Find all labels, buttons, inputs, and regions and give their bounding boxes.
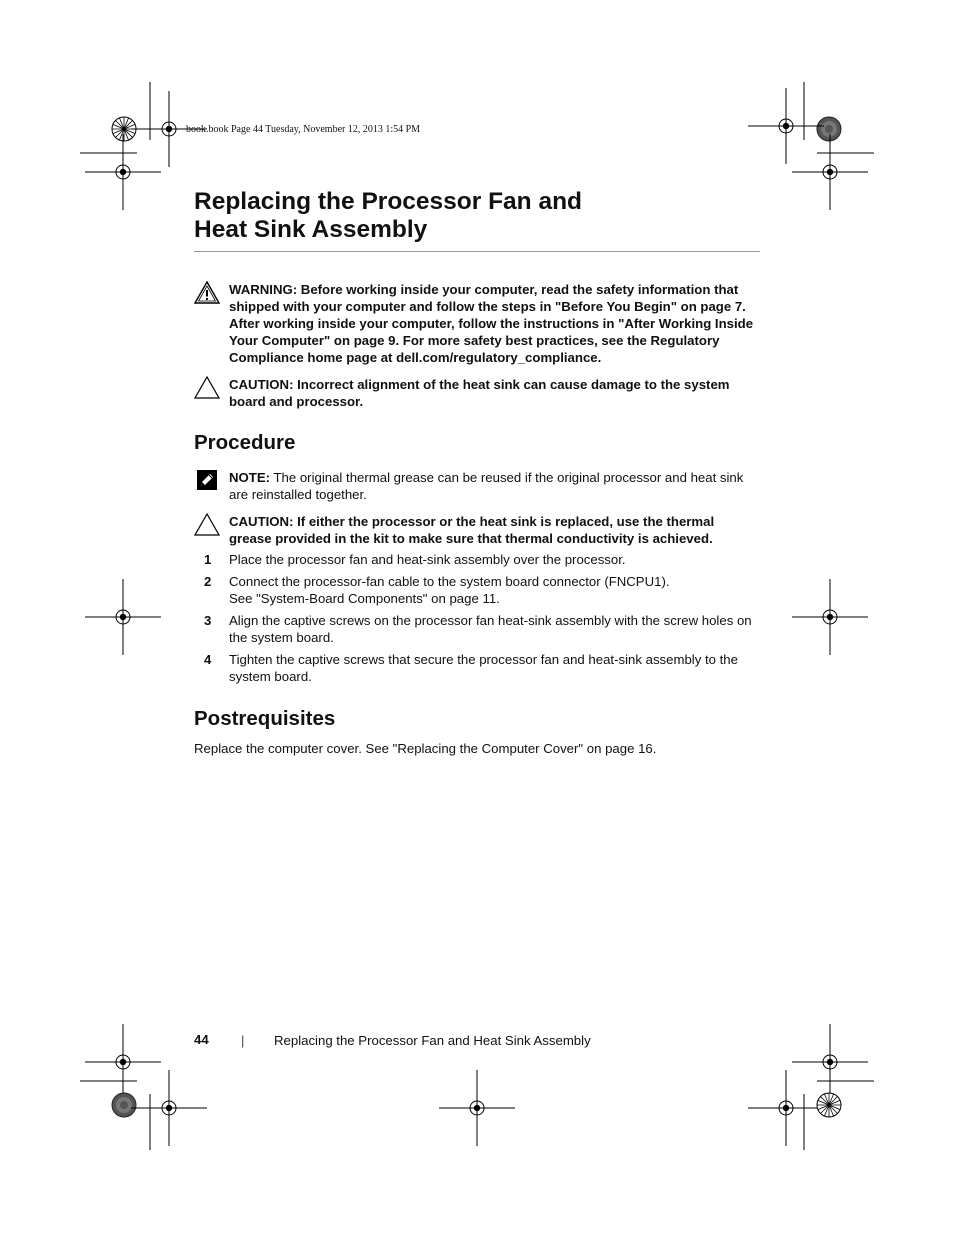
registration-crosshair-icon bbox=[792, 134, 868, 210]
page-title-line2: Heat Sink Assembly bbox=[194, 216, 428, 243]
note-text bbox=[229, 469, 760, 503]
caution-triangle-icon bbox=[194, 376, 220, 400]
registration-crosshair-icon bbox=[748, 88, 824, 164]
title-divider bbox=[194, 251, 760, 252]
step-number: 4 bbox=[204, 652, 212, 667]
caution-text-grease: CAUTION: If either the processor or the heat sink is replaced, use the thermal grease provided in the kit to make sure that thermal conductivity is achieved. bbox=[229, 514, 715, 546]
registration-gray-dot-icon bbox=[112, 1093, 136, 1117]
page-number: 44 bbox=[194, 1032, 209, 1047]
registration-crosshair-icon bbox=[792, 1024, 868, 1100]
warning-text: WARNING: Before working inside your computer, read the safety information that shipped with your computer and follow the steps in "Before You Begin" on page 7. After working inside your computer, follow the instructions in "After Working Inside Your Computer" on page 9. For more safety best practices, see the Regulatory Compliance home page at dell.com/regulatory_compliance. bbox=[229, 282, 754, 365]
step-number: 1 bbox=[204, 552, 212, 567]
postrequisites-text: Replace the computer cover. See "Replacing the Computer Cover" on page 16. bbox=[194, 741, 657, 756]
list-item bbox=[194, 651, 760, 685]
registration-crosshair-icon bbox=[439, 1070, 515, 1146]
step-number: 3 bbox=[204, 613, 212, 628]
caution-text-alignment: CAUTION: Incorrect alignment of the heat sink can cause damage to the system board and processor. bbox=[229, 377, 730, 409]
footer-section-title: Replacing the Processor Fan and Heat Sink Assembly bbox=[274, 1033, 591, 1048]
step-text: Align the captive screws on the processor fan heat-sink assembly with the screw holes on the system board. bbox=[229, 613, 752, 645]
note-body: The original thermal grease can be reused if the original processor and heat sink are reinstalled together. bbox=[229, 470, 744, 502]
list-item bbox=[194, 612, 760, 646]
registration-crosshair-icon bbox=[85, 134, 161, 210]
registration-crosshair-icon bbox=[85, 1024, 161, 1100]
registration-crosshair-icon bbox=[131, 1070, 207, 1146]
note-label: NOTE: bbox=[229, 470, 271, 485]
registration-starburst-icon bbox=[817, 1093, 841, 1117]
registration-crosshair-icon bbox=[792, 579, 868, 655]
page-title-line1: Replacing the Processor Fan and bbox=[194, 188, 583, 215]
registration-crosshair-icon bbox=[85, 579, 161, 655]
warning-notice bbox=[194, 281, 760, 366]
step-text-reference: See "System-Board Components" on page 11. bbox=[229, 591, 500, 606]
procedure-heading: Procedure bbox=[194, 431, 296, 454]
caution-notice-grease bbox=[194, 513, 760, 547]
step-text: Connect the processor-fan cable to the system board connector (FNCPU1). bbox=[229, 574, 670, 589]
note-pencil-icon bbox=[196, 469, 218, 491]
list-item bbox=[194, 551, 760, 568]
step-text: Place the processor fan and heat-sink assembly over the processor. bbox=[229, 552, 626, 567]
procedure-steps bbox=[194, 551, 760, 690]
registration-crosshair-icon bbox=[748, 1070, 824, 1146]
print-header-stamp: book.book Page 44 Tuesday, November 12, 2013 1:54 PM bbox=[186, 124, 421, 135]
step-text: Tighten the captive screws that secure the processor fan and heat-sink assembly to the system board. bbox=[229, 652, 738, 684]
caution-notice-alignment bbox=[194, 376, 760, 410]
footer-separator: | bbox=[241, 1033, 245, 1048]
registration-gray-dot-icon bbox=[817, 117, 841, 141]
warning-triangle-icon bbox=[194, 281, 220, 305]
step-number: 2 bbox=[204, 574, 212, 589]
caution-triangle-icon bbox=[194, 513, 220, 537]
page-title bbox=[194, 188, 760, 244]
postrequisites-heading: Postrequisites bbox=[194, 707, 336, 730]
list-item bbox=[194, 573, 760, 607]
note-notice bbox=[194, 469, 760, 503]
